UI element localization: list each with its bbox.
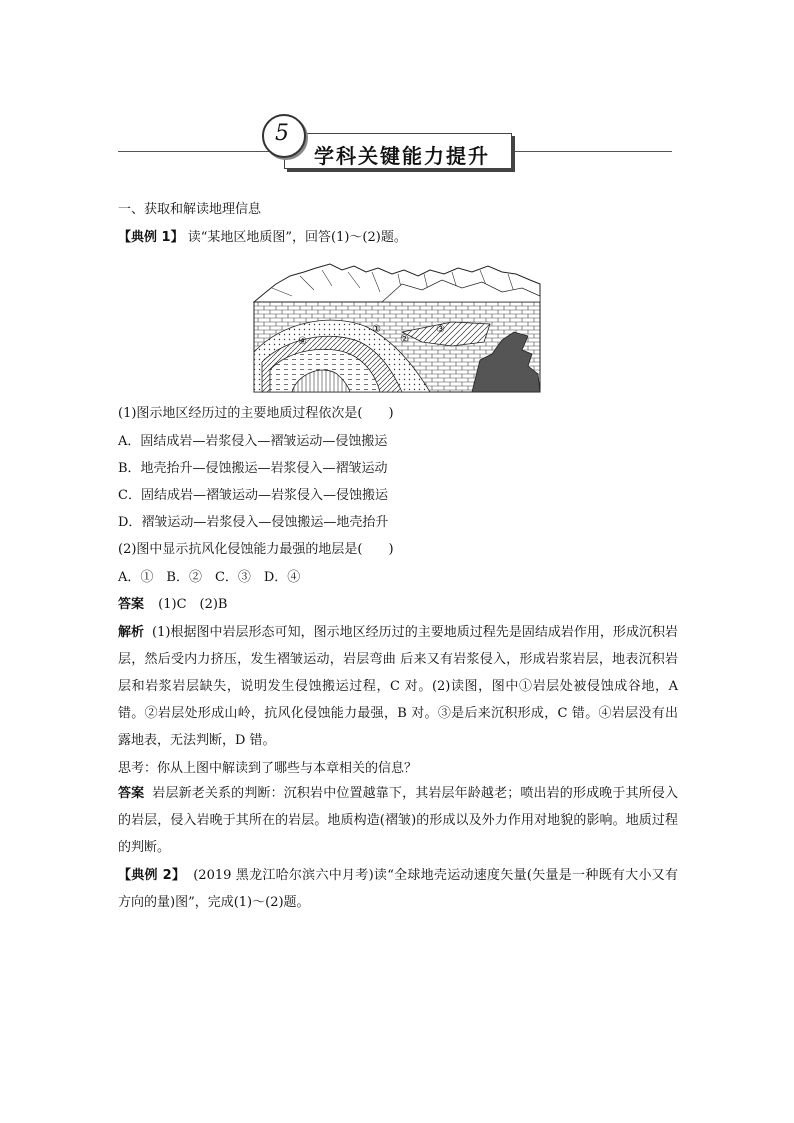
- q2-options: A．① B．② C．③ D．④: [118, 570, 301, 585]
- think-answer-label: 答案: [118, 786, 145, 801]
- geology-figure: [252, 262, 542, 394]
- section-heading: 一、获取和解读地理信息: [118, 202, 262, 217]
- header-rule-left: [118, 151, 283, 152]
- header-rule-right: [512, 151, 672, 152]
- q1-option-b: B．地壳抬升—侵蚀搬运—岩浆侵入—褶皱运动: [118, 461, 388, 476]
- answer-text: (1)C (2)B: [158, 597, 228, 612]
- think-question: 思考：你从上图中解读到了哪些与本章相关的信息？: [118, 761, 418, 776]
- example1-prompt-line: [118, 228, 407, 248]
- example2-text: (2019 黑龙江哈尔滨六中月考)读“全球地壳运动速度矢量(矢量是一种既有大小又有方向的量)图”，完成(1)～(2)题。: [118, 868, 678, 910]
- analysis-label: 解析: [118, 625, 145, 640]
- example1-prompt: 读“某地区地质图”，回答(1)～(2)题。: [187, 230, 407, 245]
- label-3: ③: [436, 324, 445, 335]
- label-2: ②: [400, 334, 409, 345]
- label-4: ④: [298, 336, 307, 347]
- example1-tag: 【典例 1】: [118, 230, 184, 245]
- q1-option-c: C．固结成岩—褶皱运动—岩浆侵入—侵蚀搬运: [118, 488, 388, 503]
- q1-option-a: A．固结成岩—岩浆侵入—褶皱运动—侵蚀搬运: [118, 434, 388, 449]
- question-2: (2)图中显示抗风化侵蚀能力最强的地层是( ): [118, 542, 394, 557]
- analysis-paragraph: [118, 619, 678, 754]
- section-number: 5: [275, 121, 289, 146]
- label-1: ①: [372, 324, 381, 335]
- q1-option-d: D．褶皱运动—岩浆侵入—侵蚀搬运—地壳抬升: [118, 515, 389, 530]
- page-title: 学科关键能力提升: [314, 144, 490, 168]
- think-answer-text: 岩层新老关系的判断：沉积岩中位置越靠下，其岩层年龄越老；喷出岩的形成晚于其所侵入的岩层，侵入岩晚于其所在的岩层。地质构造(褶皱)的形成以及外力作用对地貌的影响。地质过程的判断。: [118, 786, 678, 855]
- question-1: (1)图示地区经历过的主要地质过程依次是( ): [118, 406, 394, 421]
- answer-label: 答案: [118, 597, 145, 612]
- example1-answer-line: [118, 595, 228, 615]
- example2-paragraph: [118, 862, 678, 916]
- analysis-text: (1)根据图中岩层形态可知，图示地区经历过的主要地质过程先是固结成岩作用，形成沉积岩层，然后受内力挤压，发生褶皱运动，岩层弯曲 后来又有岩浆侵入，形成岩浆岩层，地表沉积岩层和岩浆岩层缺失，说明发生侵蚀搬运过程，C 对。(2)读图，图中①岩层处被侵蚀成谷地，A 错。②岩层处形成山岭，抗风化侵蚀能力最强，B 对。③是后来沉积形成，C 错。④岩层没有出露地表，无法判断，D 错。: [118, 625, 678, 748]
- think-answer-paragraph: [118, 780, 678, 861]
- example2-tag: 【典例 2】: [118, 868, 186, 883]
